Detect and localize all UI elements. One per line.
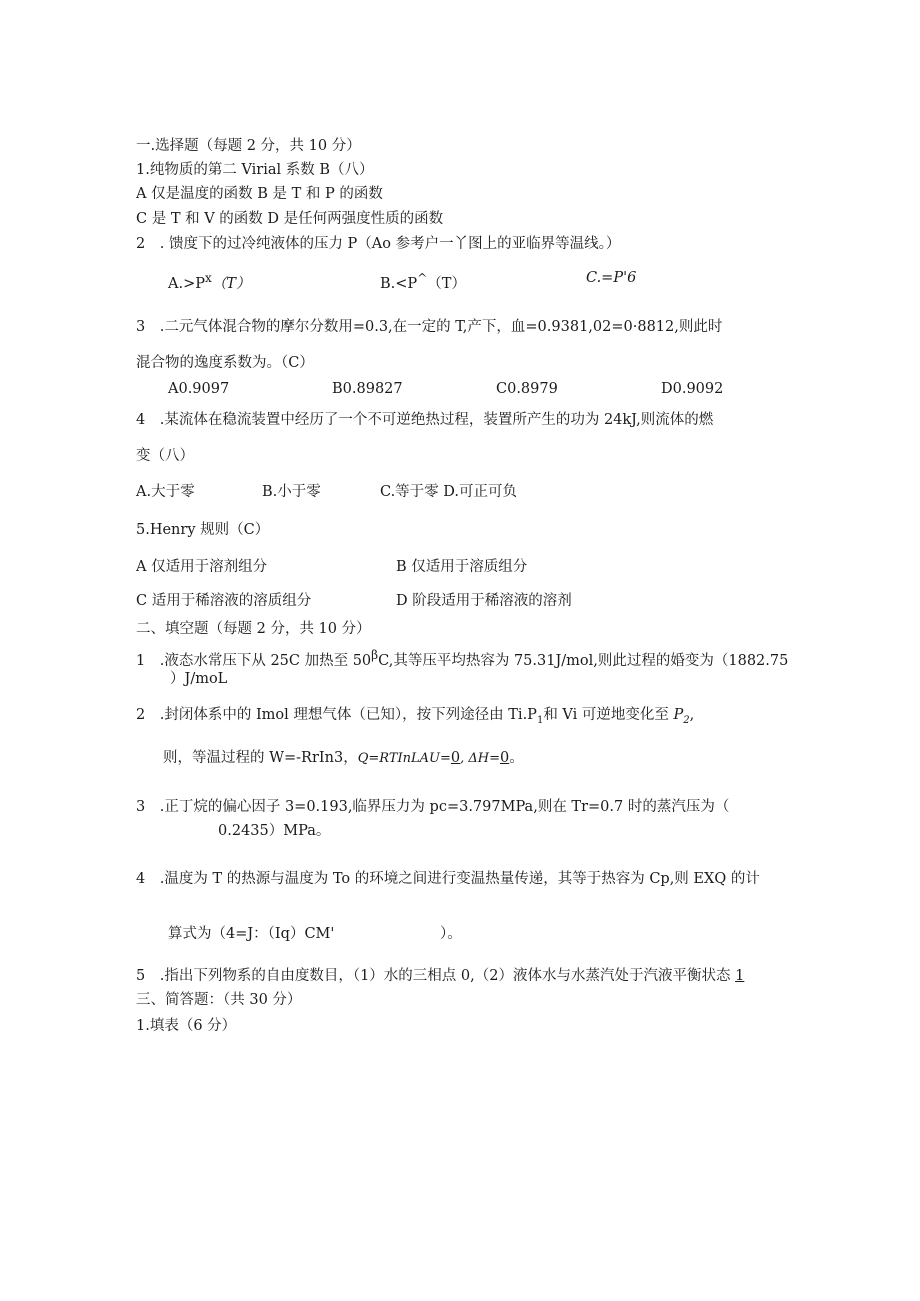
fill-5-text: 5 .指出下列物系的自由度数目，（1）水的三相点 0,（2）液体水与水蒸汽处于汽液平衡状态 — [136, 968, 736, 984]
question-2-stem: 2 . 馈度下的过冷纯液体的压力 P（Ao 参考户一丫图上的亚临界等温线。） — [136, 236, 621, 252]
question-1-options-ab: A 仅是温度的函数 B 是 T 和 P 的函数 — [136, 186, 383, 202]
option-b-text: B.<P — [380, 275, 418, 292]
question-5-option-c: C 适用于稀溶液的溶质组分 — [136, 593, 312, 609]
option-a-sup: x — [205, 271, 212, 285]
question-2-option-c: C.=P'6 — [586, 270, 637, 286]
question-5-option-a: A 仅适用于溶剂组分 — [136, 559, 268, 575]
fill-2-text-a: 2 .封闭体系中的 Imol 理想气体（已知），按下列途径由 Ti.P — [136, 707, 537, 723]
fill-2-line-2 — [163, 748, 524, 769]
fill-2-end: , — [689, 707, 695, 723]
question-3-stem-continued: 混合物的逸度系数为。（C） — [136, 355, 314, 371]
fill-2-line-1 — [136, 705, 694, 731]
fill-1-text: 1 .液态水常压下从 25C 加热至 50 — [136, 652, 372, 669]
fill-2-h-value: 0 — [500, 750, 510, 766]
section-1-heading: 一.选择题（每题 2 分，共 10 分） — [136, 138, 361, 154]
question-3-stem: 3 .二元气体混合物的摩尔分数用=0.3,在一定的 T,产下，血=0.9381,02=0·8812,则此时 — [136, 319, 723, 335]
fill-2-p: P — [673, 707, 684, 723]
question-3-option-a: A0.9097 — [168, 381, 230, 397]
fill-2-sub: 1 — [536, 714, 544, 726]
option-b-tail: （T） — [427, 275, 466, 292]
fill-3-line-1: 3 .正丁烷的偏心因子 3=0.193,临界压力为 pc=3.797MPa,则在 Tr=0.7 时的蒸汽压为（ — [136, 799, 730, 815]
fill-3-line-2: 0.2435）MPa。 — [218, 823, 331, 839]
option-b-sup: ^ — [417, 271, 428, 285]
option-a-tail: （T） — [211, 275, 251, 292]
question-5-option-d: D 阶段适用于稀溶液的溶剂 — [396, 593, 572, 609]
question-3-option-c: C0.8979 — [496, 381, 558, 397]
question-1-options-cd: C 是 T 和 V 的函数 D 是任何两强度性质的函数 — [136, 211, 444, 227]
section-3-heading: 三、简答题：（共 30 分） — [136, 992, 302, 1008]
question-3-option-d: D0.9092 — [661, 381, 724, 397]
question-2-option-b — [380, 268, 466, 294]
fill-5-value: 1 — [735, 968, 745, 984]
question-4-stem-continued: 变（八） — [136, 448, 194, 464]
fill-2-text-b: 和 Vi 可逆地变化至 — [543, 707, 674, 723]
fill-4-line-1: 4 .温度为 T 的热源与温度为 To 的环境之间进行变温热量传递，其等于热容为 Cp,则 EXQ 的计 — [136, 871, 760, 887]
fill-1-sup: β — [371, 648, 379, 662]
question-4-option-cd: C.等于零 D.可正可负 — [380, 484, 518, 500]
question-2-option-a — [168, 268, 250, 294]
question-4-option-a: A.大于零 — [136, 484, 195, 500]
fill-1-text-rest: C,其等压平均热容为 75.31J/mol,则此过程的婚变为（1882.75 — [378, 652, 789, 669]
fill-1-line-1 — [136, 645, 788, 671]
fill-2-q-value: 0 — [450, 750, 461, 766]
answer-1-stem: 1.填表（6 分） — [136, 1018, 237, 1034]
option-a-text: A.>P — [168, 275, 205, 292]
fill-4-line-2-end: ）。 — [440, 926, 462, 942]
fill-2-p-sub: 2 — [683, 714, 690, 726]
question-5-stem: 5.Henry 规则（C） — [136, 522, 270, 538]
fill-2-line-2-end: 。 — [509, 750, 524, 766]
question-3-option-b: B0.89827 — [332, 381, 403, 397]
fill-2-q: Q=RTInLAU= — [357, 751, 451, 766]
fill-2-work: 则，等温过程的 W=-RrIn3， — [163, 750, 358, 766]
section-2-heading: 二、填空题（每题 2 分，共 10 分） — [136, 621, 371, 637]
question-1-stem: 1.纯物质的第二 Virial 系数 B（八） — [136, 162, 374, 178]
fill-4-line-2: 算式为（4=J：（Iq）CM' — [168, 926, 335, 942]
fill-1-line-2: ）J/moL — [170, 671, 228, 687]
fill-5-line-1 — [136, 966, 744, 986]
question-4-option-b: B.小于零 — [262, 484, 321, 500]
question-4-stem: 4 .某流体在稳流装置中经历了一个不可逆绝热过程，装置所产生的功为 24kJ,则流体的燃 — [136, 412, 714, 428]
question-5-option-b: B 仅适用于溶质组分 — [396, 559, 528, 575]
fill-2-h: , ΔH= — [460, 751, 500, 766]
